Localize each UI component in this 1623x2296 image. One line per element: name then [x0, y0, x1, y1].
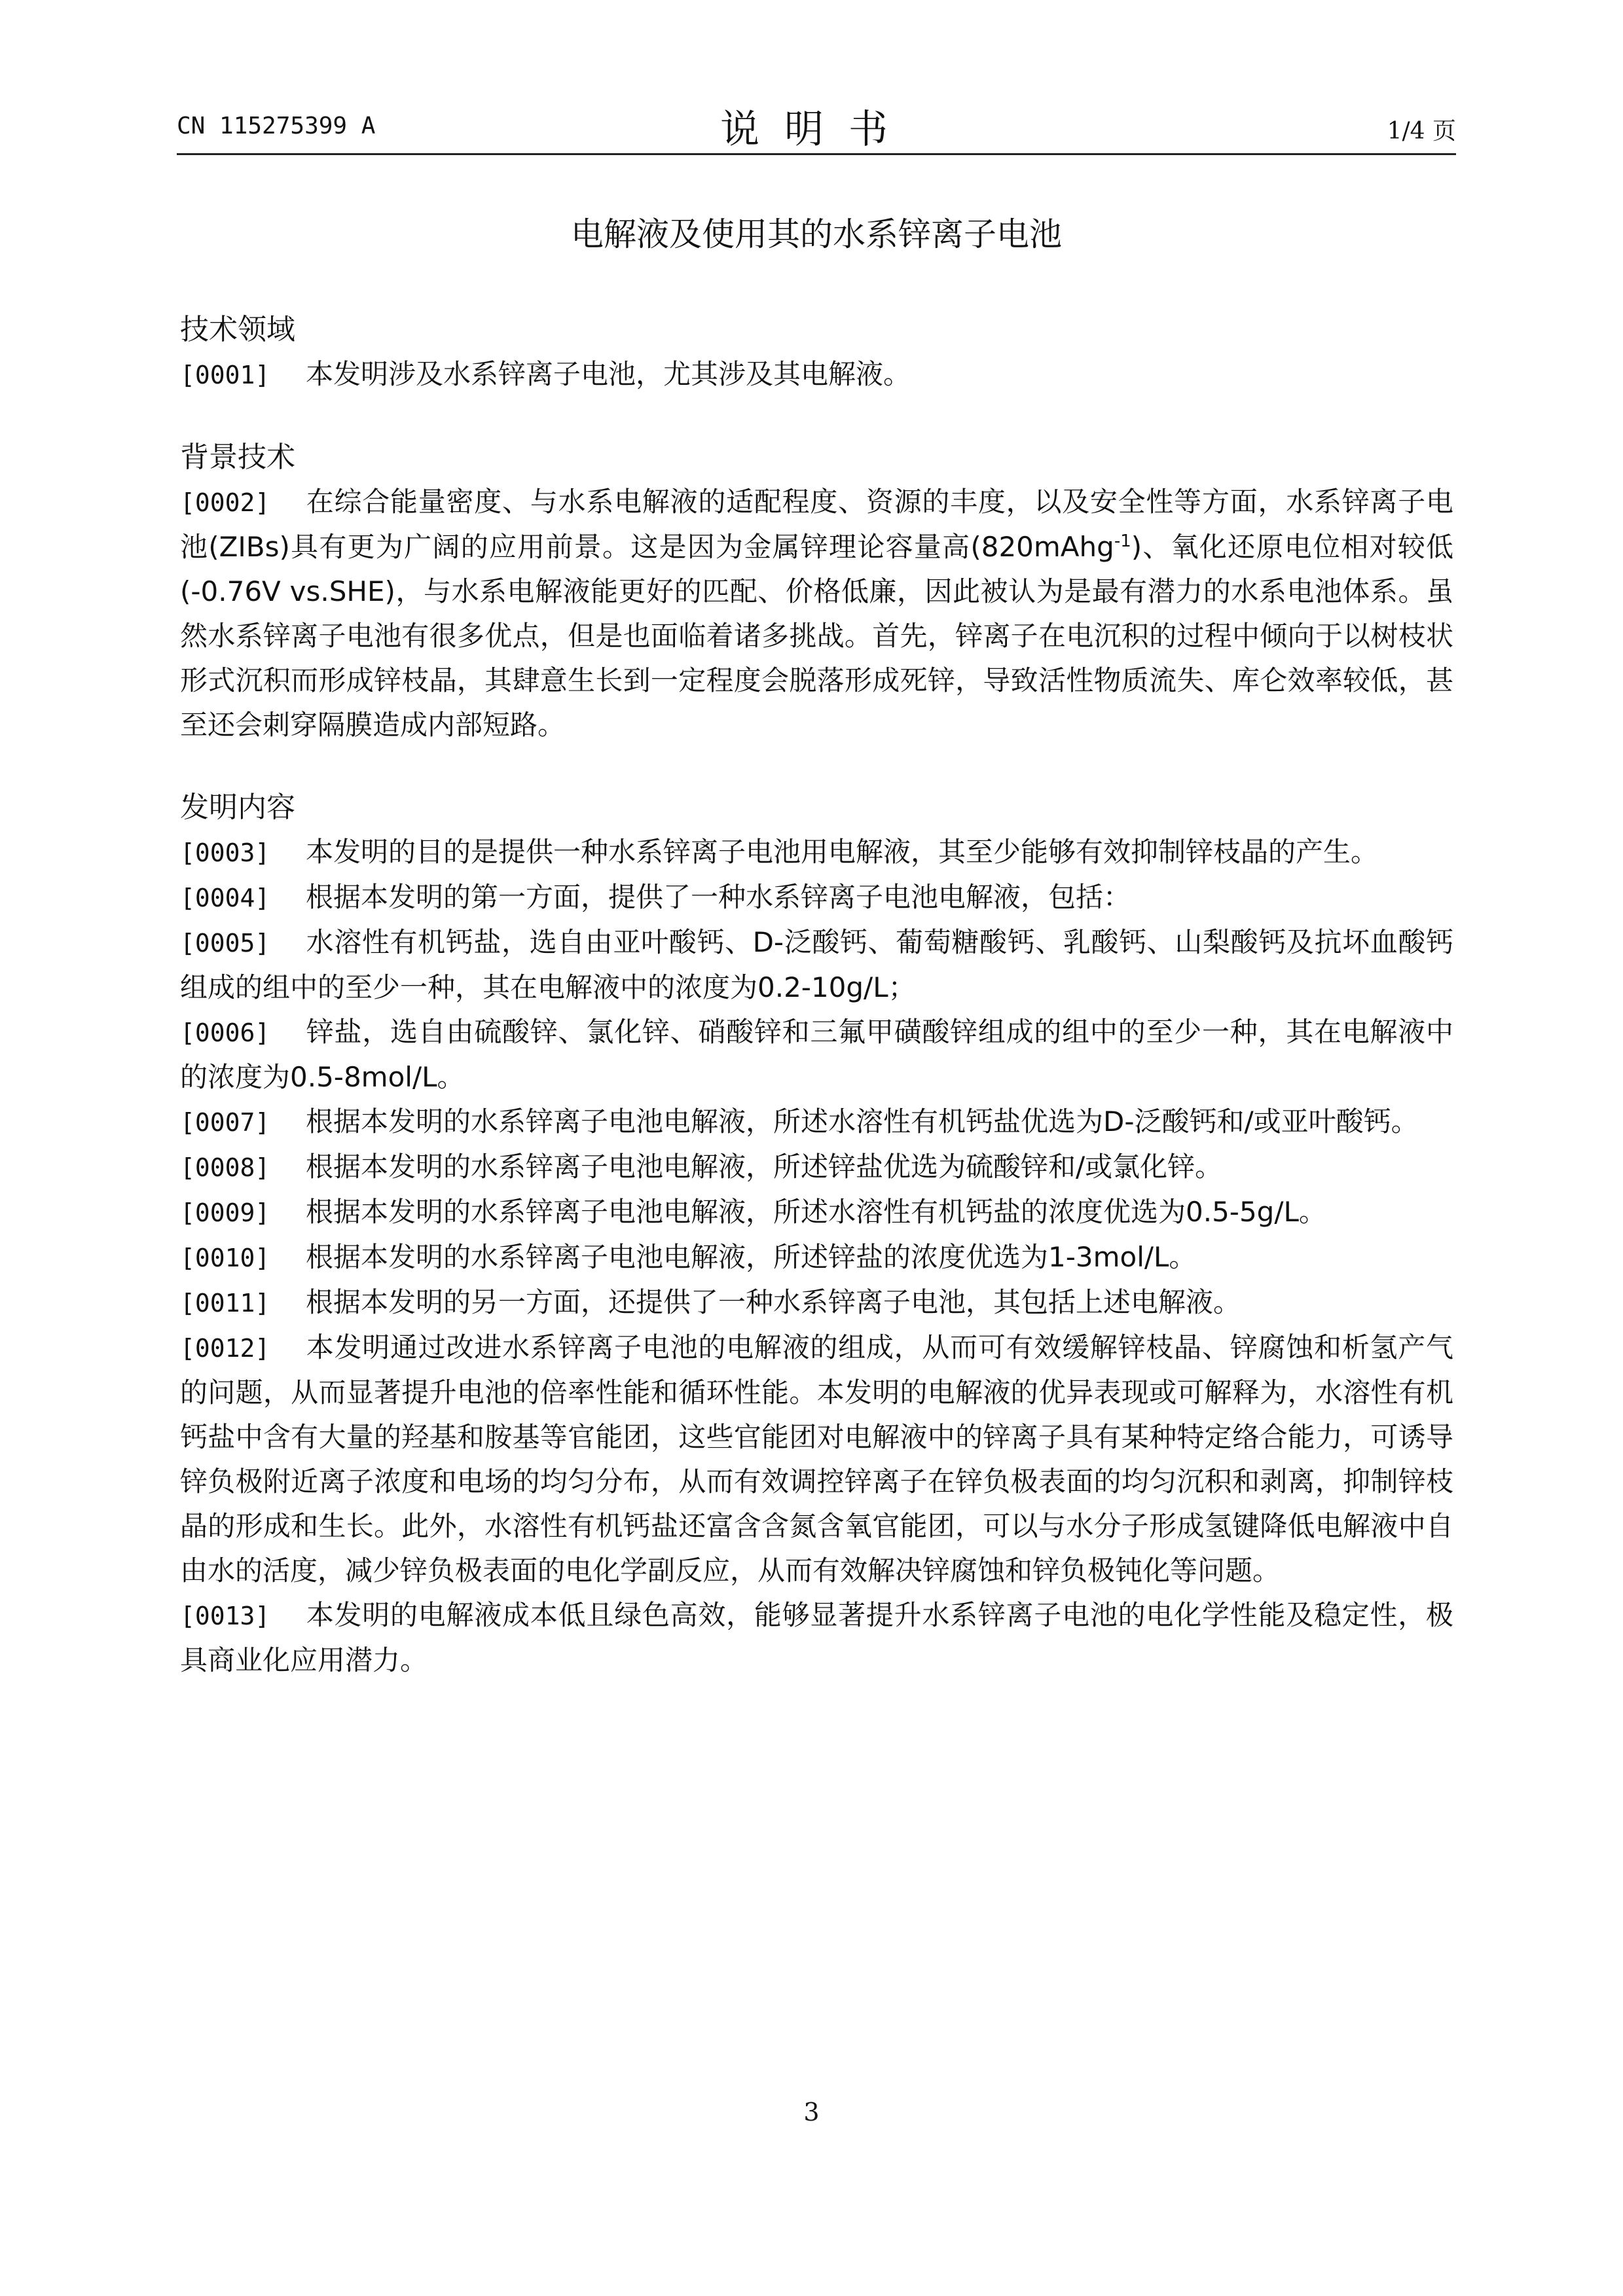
paragraph-0013 [180, 1593, 1453, 1683]
section-heading: 背景技术 [180, 440, 295, 474]
paragraph-text: 根据本发明的水系锌离子电池电解液，所述锌盐优选为硫酸锌和/或氯化锌。 [306, 1151, 1223, 1183]
paragraph-number: [0008] [180, 1153, 270, 1182]
paragraph-text: 水溶性有机钙盐，选自由亚叶酸钙、D-泛酸钙、葡萄糖酸钙、乳酸钙、山梨酸钙及抗坏血酸钙组成的组中的至少一种，其在电解液中的浓度为0.2-10g/L； [180, 926, 1453, 1003]
paragraph-text: 根据本发明的第一方面，提供了一种水系锌离子电池电解液，包括： [306, 881, 1131, 913]
page-indicator: 1/4 页 [1387, 118, 1456, 145]
paragraph-0002 [180, 480, 1453, 747]
paragraph-number: [0012] [180, 1334, 270, 1363]
paragraph-text: 在综合能量密度、与水系电解液的适配程度、资源的丰度，以及安全性等方面，水系锌离子电池(ZIBs)具有更为广阔的应用前景。这是因为金属锌理论容量高(820mAhg [180, 486, 1453, 563]
page-header [177, 98, 1456, 152]
paragraph-number: [0002] [180, 488, 270, 517]
section-heading: 发明内容 [180, 791, 295, 824]
paragraph-text: 本发明通过改进水系锌离子电池的电解液的组成，从而可有效缓解锌枝晶、锌腐蚀和析氢产气的问题，从而显著提升电池的倍率性能和循环性能。本发明的电解液的优异表现或可解释为，水溶性有机钙盐中含有大量的羟基和胺基等官能团，这些官能团对电解液中的锌离子具有某种特定络合能力，可诱导锌负极附近离子浓度和电场的均匀分布，从而有效调控锌离子在锌负极表面的均匀沉积和剥离，抑制锌枝晶的形成和生长。此外，水溶性有机钙盐还富含含氮含氧官能团，可以与水分子形成氢键降低电解液中自由水的活度，减少锌负极表面的电化学副反应，从而有效解决锌腐蚀和锌负极钝化等问题。 [180, 1331, 1453, 1587]
paragraph-number: [0003] [180, 838, 270, 867]
document-title: 电解液及使用其的水系锌离子电池 [571, 215, 1062, 253]
paragraph-number: [0001] [180, 361, 270, 389]
paragraph-0008 [180, 1145, 1453, 1190]
superscript: -1 [1114, 531, 1131, 551]
paragraph-text: 根据本发明的水系锌离子电池电解液，所述水溶性有机钙盐的浓度优选为0.5-5g/L。 [306, 1196, 1326, 1228]
paragraph-text: 本发明的电解液成本低且绿色高效，能够显著提升水系锌离子电池的电化学性能及稳定性，极具商业化应用潜力。 [180, 1599, 1453, 1676]
paragraph-number: [0013] [180, 1602, 270, 1630]
paragraph-0007 [180, 1100, 1453, 1145]
document-type-heading: 说明书 [720, 107, 913, 152]
section-heading: 技术领域 [180, 313, 295, 346]
paragraph-number: [0011] [180, 1289, 270, 1318]
paragraph-0001 [180, 352, 1453, 397]
paragraph-text: 本发明的目的是提供一种水系锌离子电池用电解液，其至少能够有效抑制锌枝晶的产生。 [306, 836, 1379, 868]
paragraph-number: [0010] [180, 1244, 270, 1272]
paragraph-0005 [180, 920, 1453, 1010]
publication-number: CN 115275399 A [177, 113, 376, 139]
header-divider [177, 153, 1456, 155]
paragraph-0012 [180, 1325, 1453, 1593]
paragraph-number: [0006] [180, 1018, 270, 1047]
page-number: 3 [803, 2098, 820, 2126]
paragraph-text: 根据本发明的另一方面，还提供了一种水系锌离子电池，其包括上述电解液。 [306, 1286, 1241, 1318]
paragraph-text: 根据本发明的水系锌离子电池电解液，所述锌盐的浓度优选为1-3mol/L。 [306, 1241, 1197, 1273]
paragraph-0010 [180, 1235, 1453, 1280]
paragraph-text: 本发明涉及水系锌离子电池，尤其涉及其电解液。 [306, 358, 911, 390]
paragraph-0004 [180, 875, 1453, 920]
document-body [180, 308, 1453, 1683]
paragraph-number: [0005] [180, 929, 270, 958]
paragraph-text: 根据本发明的水系锌离子电池电解液，所述水溶性有机钙盐优选为D-泛酸钙和/或亚叶酸钙。 [306, 1105, 1419, 1138]
paragraph-0006 [180, 1010, 1453, 1100]
paragraph-number: [0009] [180, 1198, 270, 1227]
paragraph-number: [0004] [180, 884, 270, 912]
paragraph-0009 [180, 1190, 1453, 1235]
paragraph-number: [0007] [180, 1108, 270, 1137]
paragraph-0003 [180, 830, 1453, 875]
paragraph-text: 锌盐，选自由硫酸锌、氯化锌、硝酸锌和三氟甲磺酸锌组成的组中的至少一种，其在电解液中的浓度为0.5-8mol/L。 [180, 1016, 1453, 1093]
paragraph-0011 [180, 1280, 1453, 1325]
paragraph-text-continued: )、氧化还原电位相对较低(-0.76V vs.SHE)，与水系电解液能更好的匹配、价格低廉，因此被认为是最有潜力的水系电池体系。虽然水系锌离子电池有很多优点，但是也面临着诸多挑战。首先，锌离子在电沉积的过程中倾向于以树枝状形式沉积而形成锌枝晶，其肆意生长到一定程度会脱落形成死锌，导致活性物质流失、库仑效率较低，甚至还会刺穿隔膜造成内部短路。 [180, 531, 1453, 741]
